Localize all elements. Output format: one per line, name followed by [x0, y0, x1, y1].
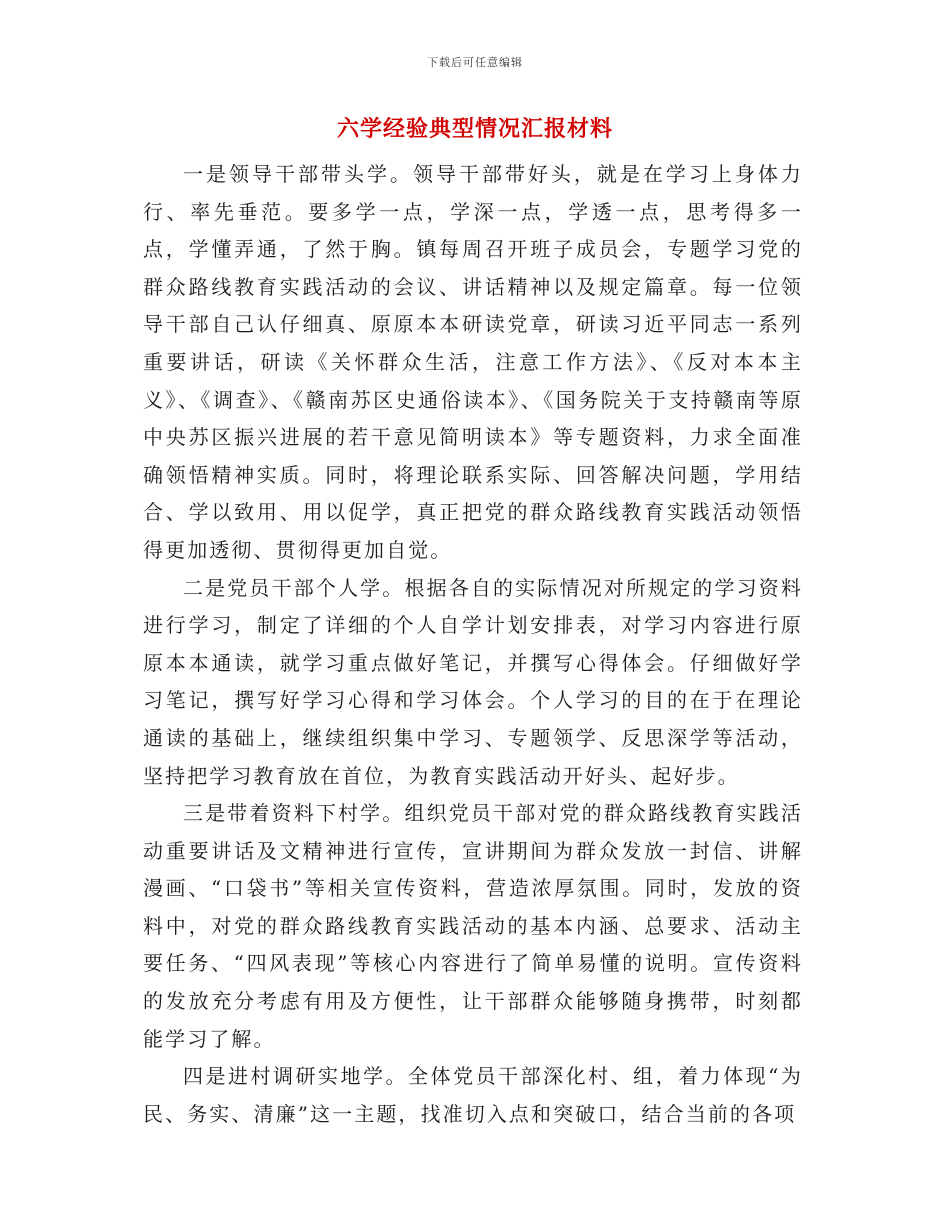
document-body — [143, 156, 803, 1133]
header-note: 下载后可任意编辑 — [427, 56, 523, 69]
paragraph-3: 三是带着资料下村学。组织党员干部对党的群众路线教育实践活动重要讲话及文精神进行宣传，宣讲期间为群众发放一封信、讲解漫画、“口袋书”等相关宣传资料，营造浓厚氛围。同时，发放的资料中，对党的群众路线教育实践活动的基本内涵、总要求、活动主要任务、“四风表现”等核心内容进行了简单易懂的说明。宣传资料的发放充分考虑有用及方便性，让干部群众能够随身携带，时刻都能学习了解。 — [143, 801, 803, 1051]
paragraph-2: 二是党员干部个人学。根据各自的实际情况对所规定的学习资料进行学习，制定了详细的个人自学计划安排表，对学习内容进行原原本本通读，就学习重点做好笔记，并撰写心得体会。仔细做好学习笔记，撰写好学习心得和学习体会。个人学习的目的在于在理论通读的基础上，继续组织集中学习、专题领学、反思深学等活动，坚持把学习教育放在首位，为教育实践活动开好头、起好步。 — [143, 575, 803, 788]
document-title: 六学经验典型情况汇报材料 — [336, 116, 613, 142]
paragraph-1: 一是领导干部带头学。领导干部带好头，就是在学习上身体力行、率先垂范。要多学一点，学深一点，学透一点，思考得多一点，学懂弄通，了然于胸。镇每周召开班子成员会，专题学习党的群众路线教育实践活动的会议、讲话精神以及规定篇章。每一位领导干部自己认仔细真、原原本本研读党章，研读习近平同志一系列重要讲话，研读《关怀群众生活，注意工作方法》、《反对本本主义》、《调查》、《赣南苏区史通俗读本》、《国务院关于支持赣南等原中央苏区振兴进展的若干意见简明读本》等专题资料，力求全面准确领悟精神实质。同时，将理论联系实际、回答解决问题，学用结合、学以致用、用以促学，真正把党的群众路线教育实践活动领悟得更加透彻、贯彻得更加自觉。 — [143, 162, 803, 562]
paragraph-4: 四是进村调研实地学。全体党员干部深化村、组，着力体现“为民、务实、清廉”这一主题，找准切入点和突破口，结合当前的各项 — [143, 1064, 803, 1126]
